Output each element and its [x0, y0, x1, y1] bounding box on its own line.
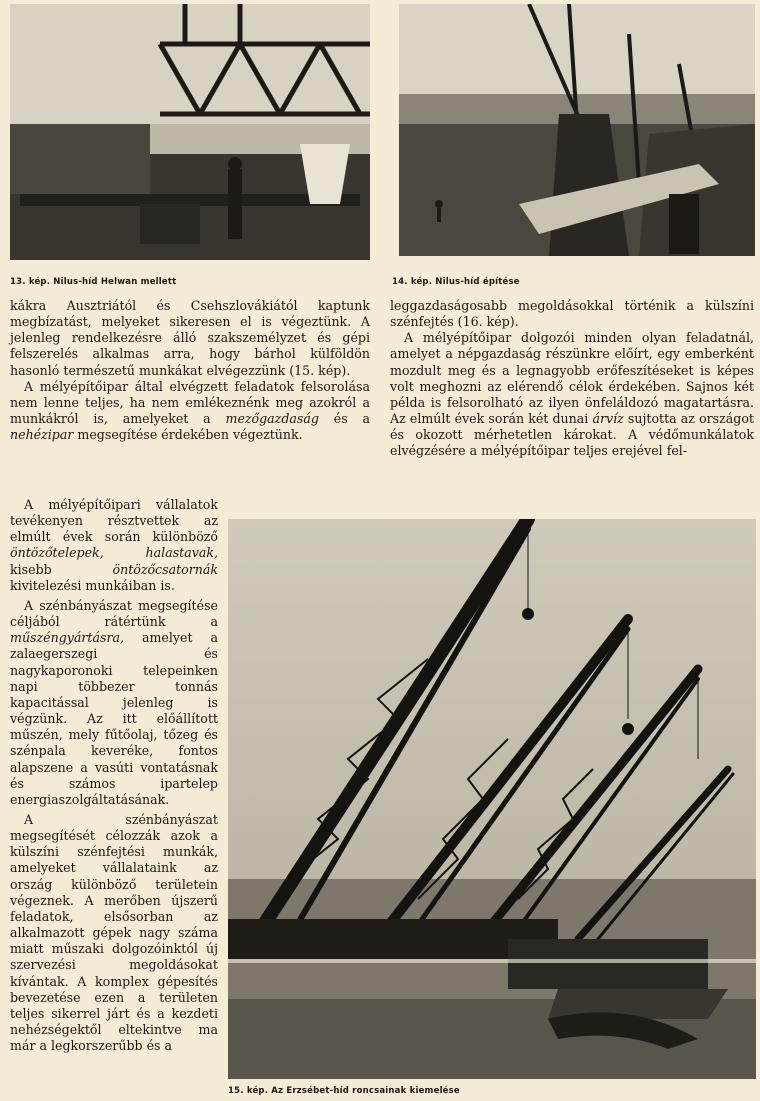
narrow-paragraph-2	[10, 598, 218, 808]
photo-nile-bridge-helwan	[10, 4, 370, 260]
left-column	[10, 298, 370, 443]
emphasis-irrigation: öntözőtelepek, halastavak,	[10, 545, 218, 561]
right-paragraph-1: leggazdaságosabb megoldásokkal történik a külszíni szénfejtés (16. kép).	[390, 298, 754, 330]
emphasis-canals: öntözőcsatornák	[112, 561, 218, 577]
left-paragraph-2	[10, 379, 370, 444]
text-run: és a	[318, 411, 370, 427]
text-run: amelyet a zalaegerszegi és nagykaporonoki telepeinken napi többezer tonnás kapacitással jelenleg is végzünk. Az itt előállított műszén, mely fűtőolaj, tőzeg és szénpala keveréke, fontos alapszene a vasúti vontatásnak és számos ipartelep energiaszolgáltatásának.	[10, 630, 218, 807]
caption-photo-15: 15. kép. Az Erzsébet-híd roncsainak kiemelése	[228, 1086, 460, 1096]
emphasis-synthetic-coal: műszéngyártásra,	[10, 630, 124, 646]
construction-photo-graphic	[399, 4, 755, 256]
text-run: kivitelezési munkáiban is.	[10, 577, 175, 593]
caption-photo-13: 13. kép. Nilus-híd Helwan mellett	[10, 277, 177, 287]
caption-photo-14: 14. kép. Nilus-híd építése	[392, 277, 520, 287]
text-run: A mélyépítőipar dolgozói minden olyan feladatnál, amelyet a népgazdaság részünkre előírt, egy emberként mozdult meg és a legnagyobb erőfeszítéseket is képes volt meghozni az elérendő célok érdekében. Sajnos két példa is felsorolható az ilyen önfeláldozó magatartásra. Az elmúlt évek során két dunai	[390, 330, 754, 427]
left-paragraph-1: kákra Ausztriától és Csehszlovákiától kaptunk megbízatást, melyeket sikeresen el is végeztünk. A jelenleg rendelkezésre álló szakszemélyzet és gépi felszerelés alkalmas arra, hogy bárhol külföldön hasonló természetű munkákat elvégezzünk (15. kép).	[10, 298, 370, 378]
cranes-photo-graphic	[228, 519, 756, 1079]
emphasis-agriculture: mezőgazdaság	[225, 411, 319, 427]
narrow-column	[10, 497, 218, 1054]
emphasis-flood: árvíz	[592, 411, 624, 427]
text-run: kisebb	[10, 561, 113, 577]
photo-nile-bridge-construction	[399, 4, 755, 256]
narrow-paragraph-3: A szénbányászat megsegítését célozzák azok a külszíni szénfejtési munkák, amelyeket vállalataink az ország különböző területein végeznek. A merőben újszerű feladatok, elsősorban az alkalmazott gépek nagy száma miatt műszaki dolgozóinktól új szervezési megoldásokat kívántak. A komplex gépesítés bevezetése ezen a területen teljes sikerrel járt és a kezdeti nehézségektől eltekintve ma már a legkorszerűbb és a	[10, 811, 218, 1054]
text-run: A mélyépítőipari vállalatok tevékenyen résztvettek az elmúlt évek során különböző	[10, 497, 218, 545]
text-run: megsegítése érdekében végeztünk.	[73, 427, 303, 443]
right-column	[390, 298, 754, 460]
text-run: A szénbányászat megsegítése céljából rátértünk a	[10, 597, 218, 630]
narrow-paragraph-1	[10, 497, 218, 594]
right-paragraph-2	[390, 330, 754, 459]
text-run: A mélyépítőipar által elvégzett feladatok felsorolása nem lenne teljes, ha nem emlékeznénk meg azokról a munkákról is, amelyeket a	[10, 378, 370, 427]
emphasis-heavy-industry: nehézipar	[10, 427, 74, 443]
bridge-photo-graphic	[10, 4, 370, 260]
text-run: sujtotta az országot és okozott mérhetetlen károkat. A védőmunkálatok elvégzésére a mélyépítőipar teljes erejével fel-	[390, 411, 754, 459]
photo-erzsebet-bridge-cranes	[228, 519, 756, 1079]
